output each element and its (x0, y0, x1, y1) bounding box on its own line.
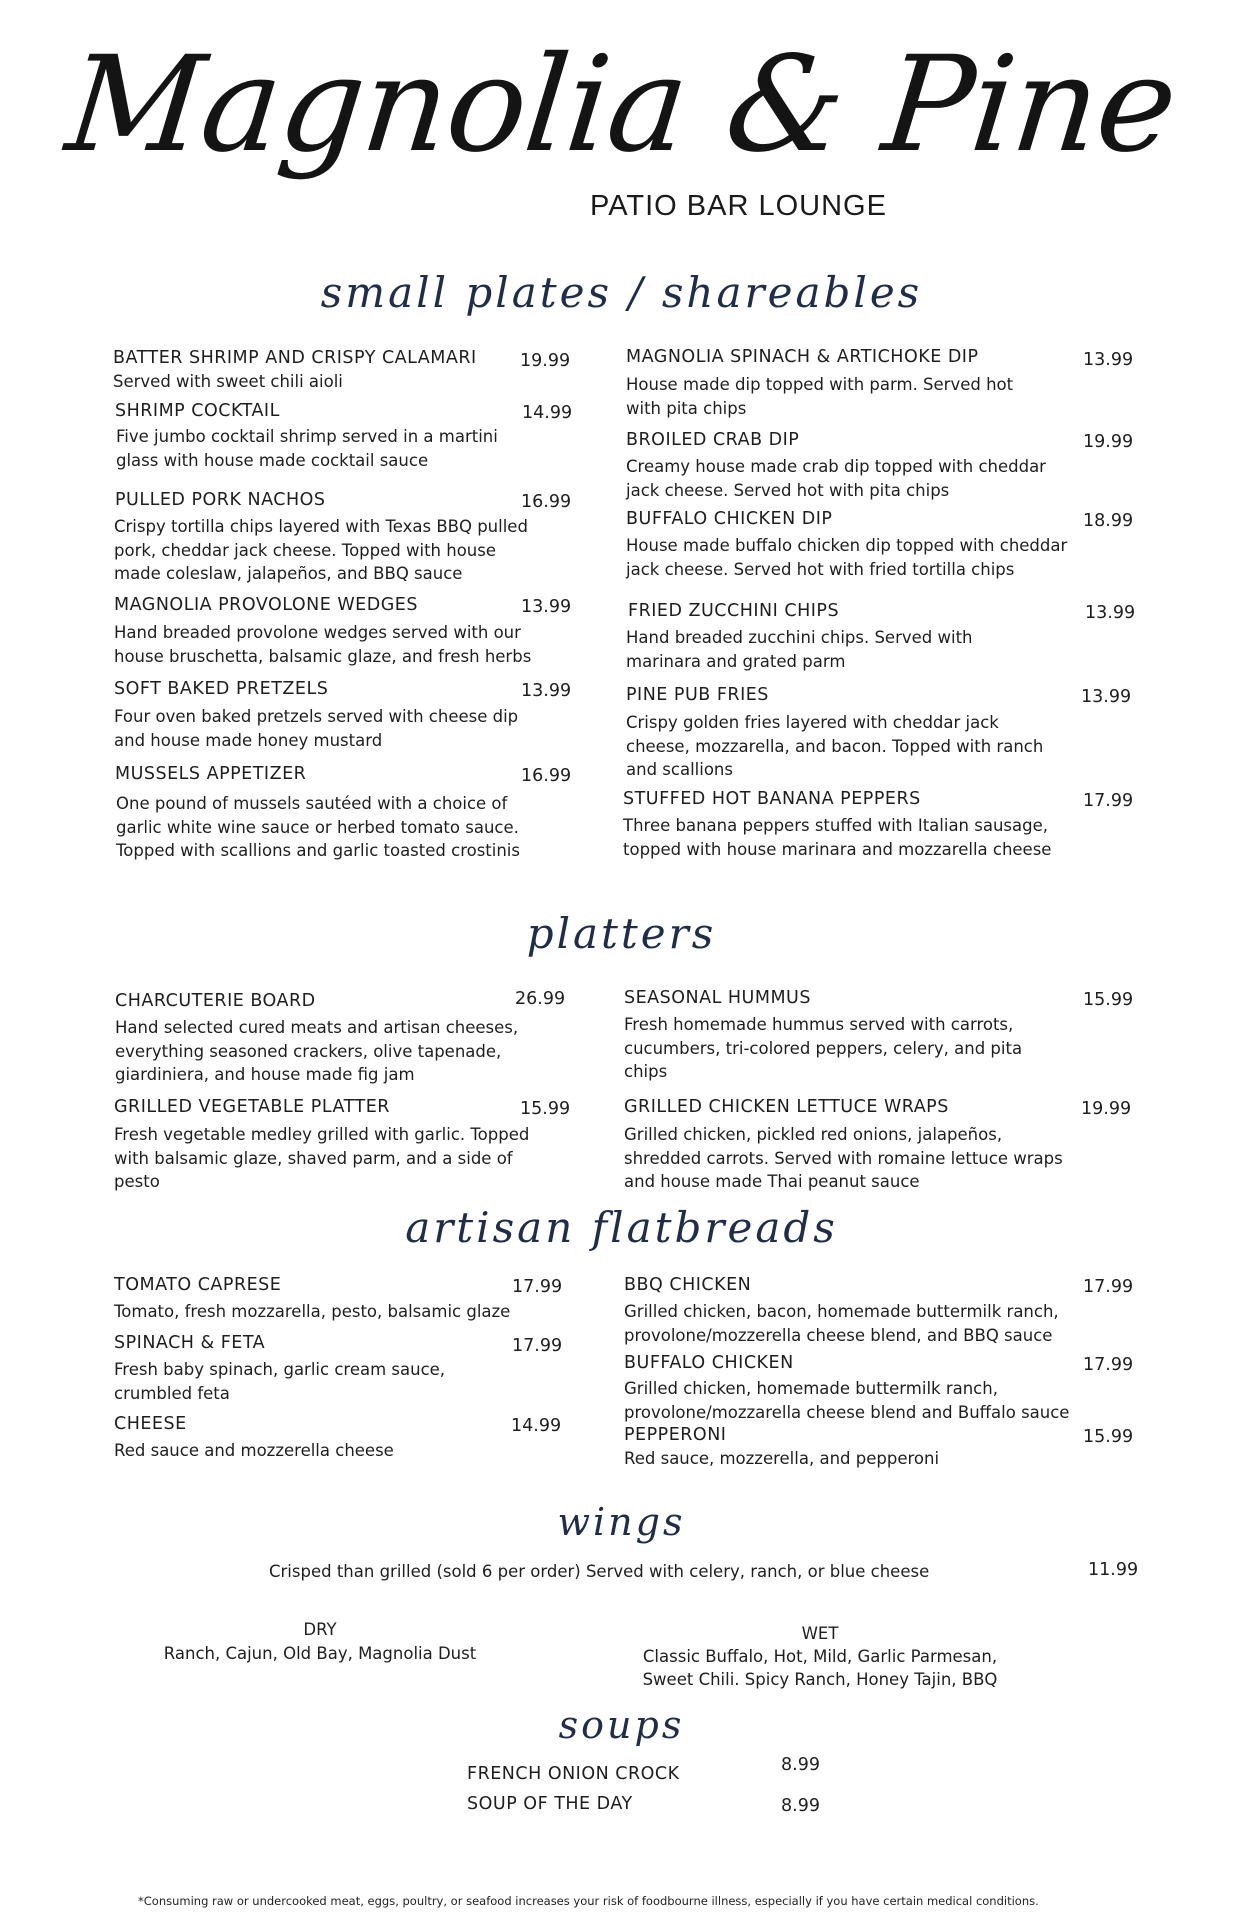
item-name: CHARCUTERIE BOARD (115, 991, 316, 1011)
wings-wet-options-1: Classic Buffalo, Hot, Mild, Garlic Parmesan, (642, 1647, 998, 1666)
item-description: Grilled chicken, pickled red onions, jalapeños, shredded carrots. Served with romaine lettuce wraps and house made Thai peanut sauce (624, 1125, 1063, 1191)
item-description: Red sauce, mozzerella, and pepperoni (624, 1449, 940, 1468)
item-price: 13.99 (1081, 687, 1132, 707)
item-price: 8.99 (781, 1796, 820, 1816)
item-price: 19.99 (1083, 432, 1134, 452)
item-price: 15.99 (1083, 1427, 1134, 1447)
item-description: One pound of mussels sautéed with a choice of garlic white wine sauce or herbed tomato sauce. Topped with scallions and garlic toasted crostinis (116, 794, 520, 860)
item-description: House made dip topped with parm. Served hot with pita chips (626, 375, 1014, 418)
item-name: GRILLED VEGETABLE PLATTER (114, 1097, 390, 1117)
wings-wet-options-2: Sweet Chili. Spicy Ranch, Honey Tajin, BBQ (642, 1670, 998, 1689)
section-title-flatbreads: artisan flatbreads (405, 1203, 838, 1252)
item-price: 15.99 (520, 1099, 571, 1119)
section-title-platters: platters (526, 909, 717, 958)
item-name: CHEESE (114, 1414, 187, 1434)
item-description: Grilled chicken, bacon, homemade buttermilk ranch, provolone/mozzerella cheese blend, and BBQ sauce (624, 1302, 1059, 1345)
item-price: 13.99 (1083, 350, 1134, 370)
restaurant-logo: Magnolia & Pine (60, 28, 1183, 182)
item-description: Fresh baby spinach, garlic cream sauce, crumbled feta (114, 1360, 446, 1403)
item-description: Fresh vegetable medley grilled with garlic. Topped with balsamic glaze, shaved parm, and a side of pesto (114, 1125, 530, 1191)
wings-dry-options: Ranch, Cajun, Old Bay, Magnolia Dust (163, 1644, 477, 1663)
item-name: MUSSELS APPETIZER (115, 764, 307, 784)
wings-description: Crisped than grilled (sold 6 per order) Served with celery, ranch, or blue cheese (269, 1562, 930, 1581)
item-name: STUFFED HOT BANANA PEPPERS (623, 789, 921, 809)
item-name: PINE PUB FRIES (626, 685, 769, 705)
item-name: BUFFALO CHICKEN DIP (626, 509, 833, 529)
item-description: Tomato, fresh mozzarella, pesto, balsamic glaze (114, 1302, 511, 1321)
item-price: 14.99 (522, 403, 573, 423)
item-name: GRILLED CHICKEN LETTUCE WRAPS (624, 1097, 949, 1117)
item-price: 15.99 (1083, 990, 1134, 1010)
item-description: Hand selected cured meats and artisan cheeses, everything seasoned crackers, olive tapenade, giardiniera, and house made fig jam (115, 1018, 519, 1084)
section-title-soups: soups (558, 1703, 685, 1747)
item-name: BATTER SHRIMP AND CRISPY CALAMARI (113, 348, 477, 368)
item-name: FRENCH ONION CROCK (467, 1764, 680, 1784)
wings-dry-label: DRY (303, 1620, 337, 1639)
item-name: SOFT BAKED PRETZELS (114, 679, 329, 699)
item-price: 16.99 (521, 766, 572, 786)
item-name: TOMATO CAPRESE (114, 1275, 282, 1295)
item-name: PEPPERONI (624, 1425, 727, 1445)
item-name: BROILED CRAB DIP (626, 430, 800, 450)
item-price: 17.99 (1083, 1355, 1134, 1375)
item-name: BBQ CHICKEN (624, 1275, 752, 1295)
item-price: 26.99 (515, 989, 566, 1009)
item-price: 16.99 (521, 492, 572, 512)
wings-price: 11.99 (1088, 1560, 1139, 1580)
item-description: Creamy house made crab dip topped with cheddar jack cheese. Served hot with pita chips (626, 457, 1046, 500)
item-description: Five jumbo cocktail shrimp served in a martini glass with house made cocktail sauce (116, 427, 498, 470)
item-description: Fresh homemade hummus served with carrots, cucumbers, tri-colored peppers, celery, and pita chips (624, 1015, 1023, 1081)
item-description: Four oven baked pretzels served with cheese dip and house made honey mustard (114, 707, 519, 750)
item-description: Crispy golden fries layered with cheddar jack cheese, mozzarella, and bacon. Topped with ranch and scallions (626, 713, 1044, 779)
item-description: Grilled chicken, homemade buttermilk ranch, provolone/mozzarella cheese blend and Buffalo sauce (624, 1379, 1070, 1422)
item-name: SHRIMP COCKTAIL (115, 401, 280, 421)
item-price: 17.99 (1083, 791, 1134, 811)
item-price: 17.99 (512, 1277, 563, 1297)
item-price: 19.99 (520, 351, 571, 371)
item-price: 18.99 (1083, 511, 1134, 531)
item-name: MAGNOLIA SPINACH & ARTICHOKE DIP (626, 347, 979, 367)
item-price: 19.99 (1081, 1099, 1132, 1119)
tagline: PATIO BAR LOUNGE (590, 190, 887, 222)
item-description: Hand breaded zucchini chips. Served with marinara and grated parm (626, 628, 973, 671)
section-title-wings: wings (557, 1500, 686, 1544)
item-price: 17.99 (512, 1336, 563, 1356)
item-name: SPINACH & FETA (114, 1333, 266, 1353)
item-name: SOUP OF THE DAY (467, 1794, 633, 1814)
item-name: SEASONAL HUMMUS (624, 988, 811, 1008)
item-description: House made buffalo chicken dip topped with cheddar jack cheese. Served hot with fried tortilla chips (626, 536, 1068, 579)
section-title-small-plates: small plates / shareables (320, 268, 923, 317)
item-price: 13.99 (521, 681, 572, 701)
item-price: 17.99 (1083, 1277, 1134, 1297)
item-name: BUFFALO CHICKEN (624, 1353, 794, 1373)
item-price: 13.99 (521, 597, 572, 617)
item-name: PULLED PORK NACHOS (115, 490, 326, 510)
item-description: Crispy tortilla chips layered with Texas BBQ pulled pork, cheddar jack cheese. Topped with house made coleslaw, jalapeños, and BBQ sauce (114, 517, 528, 583)
item-description: Served with sweet chili aioli (113, 372, 343, 391)
item-name: FRIED ZUCCHINI CHIPS (628, 601, 840, 621)
item-description: Hand breaded provolone wedges served with our house bruschetta, balsamic glaze, and fresh herbs (114, 623, 532, 666)
disclaimer: *Consuming raw or undercooked meat, eggs, poultry, or seafood increases your risk of foodbourne illness, especially if you have certain medical conditions. (138, 1894, 1039, 1908)
wings-wet-label: WET (801, 1624, 839, 1643)
item-price: 13.99 (1085, 603, 1136, 623)
item-description: Red sauce and mozzerella cheese (114, 1441, 394, 1460)
item-price: 14.99 (511, 1416, 562, 1436)
item-price: 8.99 (781, 1755, 820, 1775)
item-name: MAGNOLIA PROVOLONE WEDGES (114, 595, 418, 615)
item-description: Three banana peppers stuffed with Italian sausage, topped with house marinara and mozzarella cheese (623, 816, 1052, 859)
